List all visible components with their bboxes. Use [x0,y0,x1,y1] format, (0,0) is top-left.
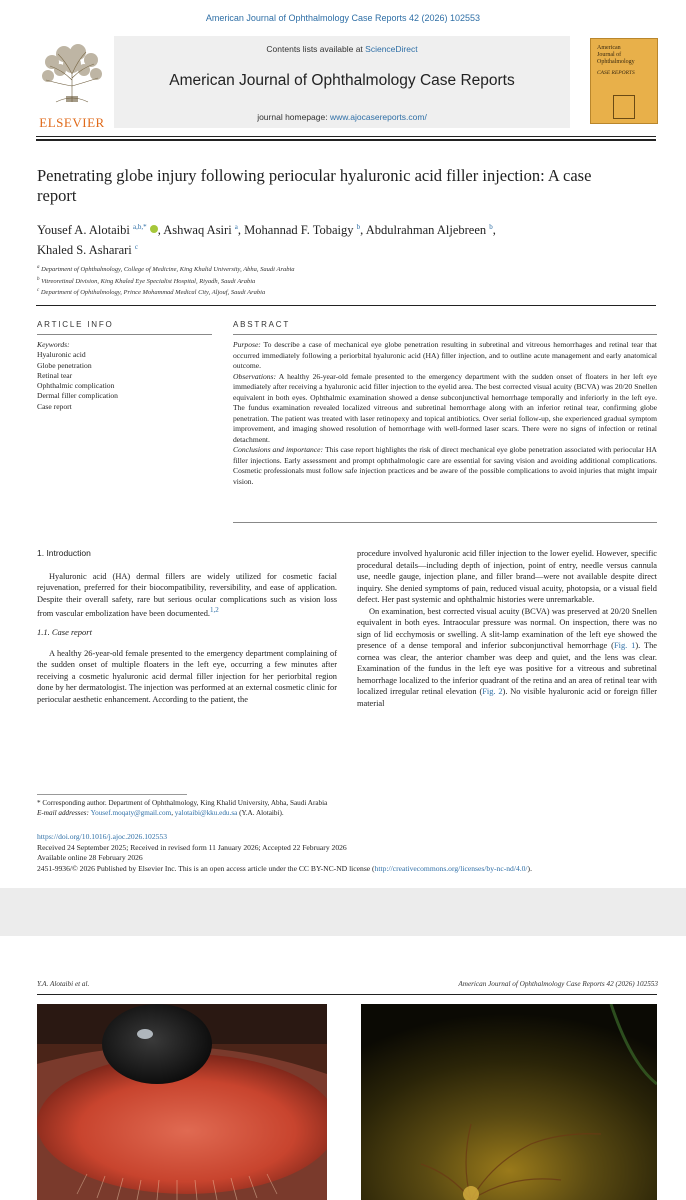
affiliation [37,263,657,275]
abstract-bottom-rule [233,522,657,523]
license-text: 2451-9936/© 2026 Published by Elsevier Inc. This is an open access article under the CC BY-NC-ND license ( [37,863,375,873]
running-head-author: Y.A. Alotaibi et al. [37,980,90,988]
running-head-citation: American Journal of Ophthalmology Case Reports 42 (2026) 102553 [458,980,658,988]
introduction-heading: 1. Introduction [37,548,91,558]
keyword: Ophthalmic complication [37,381,115,391]
keywords-block [37,340,212,412]
received-dates: Received 24 September 2025; Received in revised form 11 January 2026; Accepted 22 February 2026 [37,842,347,852]
article-title: Penetrating globe injury following periocular hyaluronic acid filler injection: A case report [37,166,592,205]
cover-title-line-1: American [597,45,621,51]
abstract-purpose [233,340,657,372]
examination-text-b: ). The cornea was clear, the anterior chamber was deep and quiet, and the lens was clear. Examination of the fundus in the left eye was positive for a vitreous and subretinal hemorrhage localized to the inferior quadrant of the retina and an area of retinal tear with localized irregular retinal elevation ( [357,641,657,696]
cover-subtitle: CASE REPORTS [597,70,635,76]
author-name[interactable]: Khaled S. Asharari [37,243,132,258]
case-report-paragraph: A healthy 26-year-old female presented to the emergency department complaining of the sudden onset of multiple floaters in the left eye, occurring a few minutes after receiving a cosmetic hyaluronic acid dermal filler injection for her periorbital region done by her dermatologist. The injection was performed at an external cosmetic clinic for periocular aesthetic enhancement. According to the patient, the [37,648,337,704]
journal-homepage-link[interactable]: www.ajocasereports.com/ [329,112,427,122]
article-info-heading: ARTICLE INFO [37,320,114,329]
abstract-rule [233,334,657,335]
figure-1-link[interactable]: Fig. 1 [613,641,636,650]
header-bottom-rule [36,305,656,306]
journal-cover-thumbnail [590,38,658,124]
affiliation-list [37,263,657,298]
abstract-conclusions [233,445,657,487]
footnote-rule [37,794,187,795]
journal-name: American Journal of Ophthalmology Case Reports [169,72,515,89]
keywords-label: Keywords: [37,340,70,349]
author-name[interactable]: Yousef A. Alotaibi [37,223,130,238]
body-right-column [357,548,657,709]
figure-1-slit-lamp-photo [37,1004,327,1200]
author-affil-marker[interactable]: a,b,* [132,223,147,231]
keyword: Dermal filler complication [37,391,118,401]
page-gap [0,888,686,936]
abstract-purpose-text: To describe a case of mechanical eye globe penetration resulting in subretinal and vitreous hemorrhages and retinal tear that occurred immediately following a periorbital hyaluronic acid (HA) filler injection, and to outline acute management and early anatomical outcome. [233,340,657,370]
examination-text-a: On examination, best corrected visual acuity (BCVA) was preserved at 20/20 Snellen equivalent in both eyes. Intraocular pressure was normal. On inspection, there was no sign of lid ecchymosis or swelling. A slit-lamp examination of the left eye showed the presence of a dense temporal and inferior subconjunctival hemorrhage ( [357,606,657,650]
fundus-photo-image [361,1004,657,1200]
reference-citation[interactable]: 1,2 [210,606,219,614]
author-list: Yousef A. Alotaibi $^{a,b,*}$ , Ashwaq Asiri $^a$, Mohannad F. Tobaigy $^b$, Abdulrahman Aljebreen $^b$, Khaled S. Asharari $^c$ [37,223,496,258]
author-name[interactable]: Ashwaq Asiri [163,223,232,238]
cover-title-line-2: Journal of [597,52,622,58]
contents-prefix: Contents lists available at [266,44,366,54]
affiliation-marker: b [37,276,40,282]
elsevier-tree-icon [36,40,108,108]
journal-masthead [30,36,660,128]
masthead-divider [36,136,656,137]
author-affil-marker[interactable]: c [134,243,139,252]
orcid-icon[interactable] [150,225,158,233]
contents-available-line [114,44,570,54]
abstract-body [233,340,657,487]
abstract-heading: ABSTRACT [233,320,291,329]
abstract-observations [233,372,657,446]
affiliation-marker: c [37,288,40,294]
journal-homepage-line [114,112,570,122]
affiliation-text: Department of Ophthalmology, Prince Mohammad Medical City, Aljouf, Saudi Arabia [40,289,266,297]
abstract-observations-label: Observations: [233,371,277,381]
affiliation [37,286,657,298]
corresponding-author-note: * Corresponding author. Department of Ophthalmology, King Khalid University, Abha, Saudi Arabia [37,799,328,807]
author-affil-marker[interactable]: a [234,223,238,231]
abstract-conclusions-label: Conclusions and importance: [233,445,324,454]
email-label: E-mail addresses: [37,808,91,817]
email-suffix: (Y.A. Alotaibi). [237,808,284,817]
email-note [37,809,657,819]
doi-link[interactable]: https://doi.org/10.1016/j.ajoc.2026.102553 [37,832,168,841]
figure-2-link[interactable]: Fig. 2 [482,687,503,696]
author-name[interactable]: Mohannad F. Tobaigy [244,223,354,238]
examination-paragraph [357,606,657,710]
homepage-prefix: journal homepage: [257,112,330,122]
cover-emblem-icon [613,95,635,119]
journal-citation-header[interactable]: American Journal of Ophthalmology Case Reports 42 (2026) 102553 [205,13,481,23]
article-info-rule [37,334,212,335]
elsevier-wordmark: ELSEVIER [39,115,105,130]
figure-2-fundus-photo [361,1004,657,1200]
introduction-text: Hyaluronic acid (HA) dermal fillers are widely utilized for cosmetic facial rejuvenation, preferred for their biocompatibility, reversibility, and ease of application. Despite their overall safety, rare but serious ocular complications such as vision loss from vascular embolization have been documented. [37,571,337,618]
abstract-conclusions-text: This case report highlights the risk of direct mechanical eye globe penetration associated with periocular HA filler injections. Early assessment and prompt ophthalmologic care are essential for saving vision and avoiding additional complications. Cosmetic professionals must follow safe injection practices and be aware of the possible complications to avoid injuries that might impair vision. [233,445,657,486]
author-name[interactable]: Abdulrahman Aljebreen [365,223,487,238]
case-report-heading: 1.1. Case report [37,627,92,638]
keyword: Case report [37,401,72,411]
sciencedirect-link[interactable]: ScienceDirect [365,44,418,54]
affiliation-text: Vitreoretinal Division, King Khaled Eye Specialist Hospital, Riyadh, Saudi Arabia [41,277,256,285]
available-online-date: Available online 28 February 2026 [37,853,143,862]
keyword: Hyaluronic acid [37,350,86,360]
license-suffix: ). [527,863,532,873]
examination-text-c: ). No visible hyaluronic acid or foreign filler material [357,687,657,708]
body-left-column [37,548,337,705]
author-affil-marker[interactable]: b [356,223,361,231]
author-affil-marker[interactable]: b [489,223,493,231]
email-separator: , [171,808,175,817]
masthead-divider-thick [36,139,656,141]
affiliation [37,275,657,287]
keyword: Retinal tear [37,370,73,380]
cover-title-line-3: Ophthalmology [597,59,635,65]
elsevier-logo [36,40,108,130]
footnotes [37,799,657,819]
running-head-rule [37,994,657,995]
keyword: Globe penetration [37,360,92,370]
email-link-1[interactable]: Yousef.moqaty@gmail.com [90,808,172,817]
introduction-paragraph [37,571,337,620]
cover-title [591,39,657,66]
page-2 [0,936,686,1200]
article-history [37,832,667,874]
abstract-observations-text: A healthy 26-year-old female presented to the emergency department with the sudden onset of floaters in her left eye immediately after receiving a hyaluronic acid filler injection to the eyelid area. The best corrected visual acuity (BCVA) was 20/20 Snellen equivalent in both eyes. Ophthalmic examination showed a dense subconjunctival hemorrhage temporally and inferiorly in the left eye. The fundus examination revealed localized vitreous and subretinal hemorrhage along with an inferior retinal tear, confirming globe penetration. The patient was treated with laser retinopexy and topical antibiotics. Over serial follow-up, she experienced gradual symptom improvement, and imaging showed resolution of hemorrhage with well-formed laser scars. There were no signs of infection or retinal detachment. [233,371,657,444]
procedure-paragraph: procedure involved hyaluronic acid filler injection to the lower eyelid. However, specific procedural details—including depth of injection, point of entry, needle versus cannula use, needle gauge, injection plane, and filler brand—were not available despite direct inquiry. She denied symptoms of pain, reduced visual acuity, photopsia, or a visual field defect. Her past systemic and ophthalmic histories were unremarkable. [357,549,657,604]
email-link-2[interactable]: yalotaibi@kku.edu.sa [174,808,238,817]
eye-photo-image [37,1004,327,1200]
abstract-purpose-label: Purpose: [233,340,261,349]
license-line [37,864,667,875]
affiliation-text: Department of Ophthalmology, College of Medicine, King Khalid University, Abha, Saudi Arabia [41,266,295,274]
license-link[interactable]: http://creativecommons.org/licenses/by-nc-nd/4.0/ [374,863,528,873]
masthead-center-panel [114,36,570,128]
affiliation-marker: a [37,265,40,270]
